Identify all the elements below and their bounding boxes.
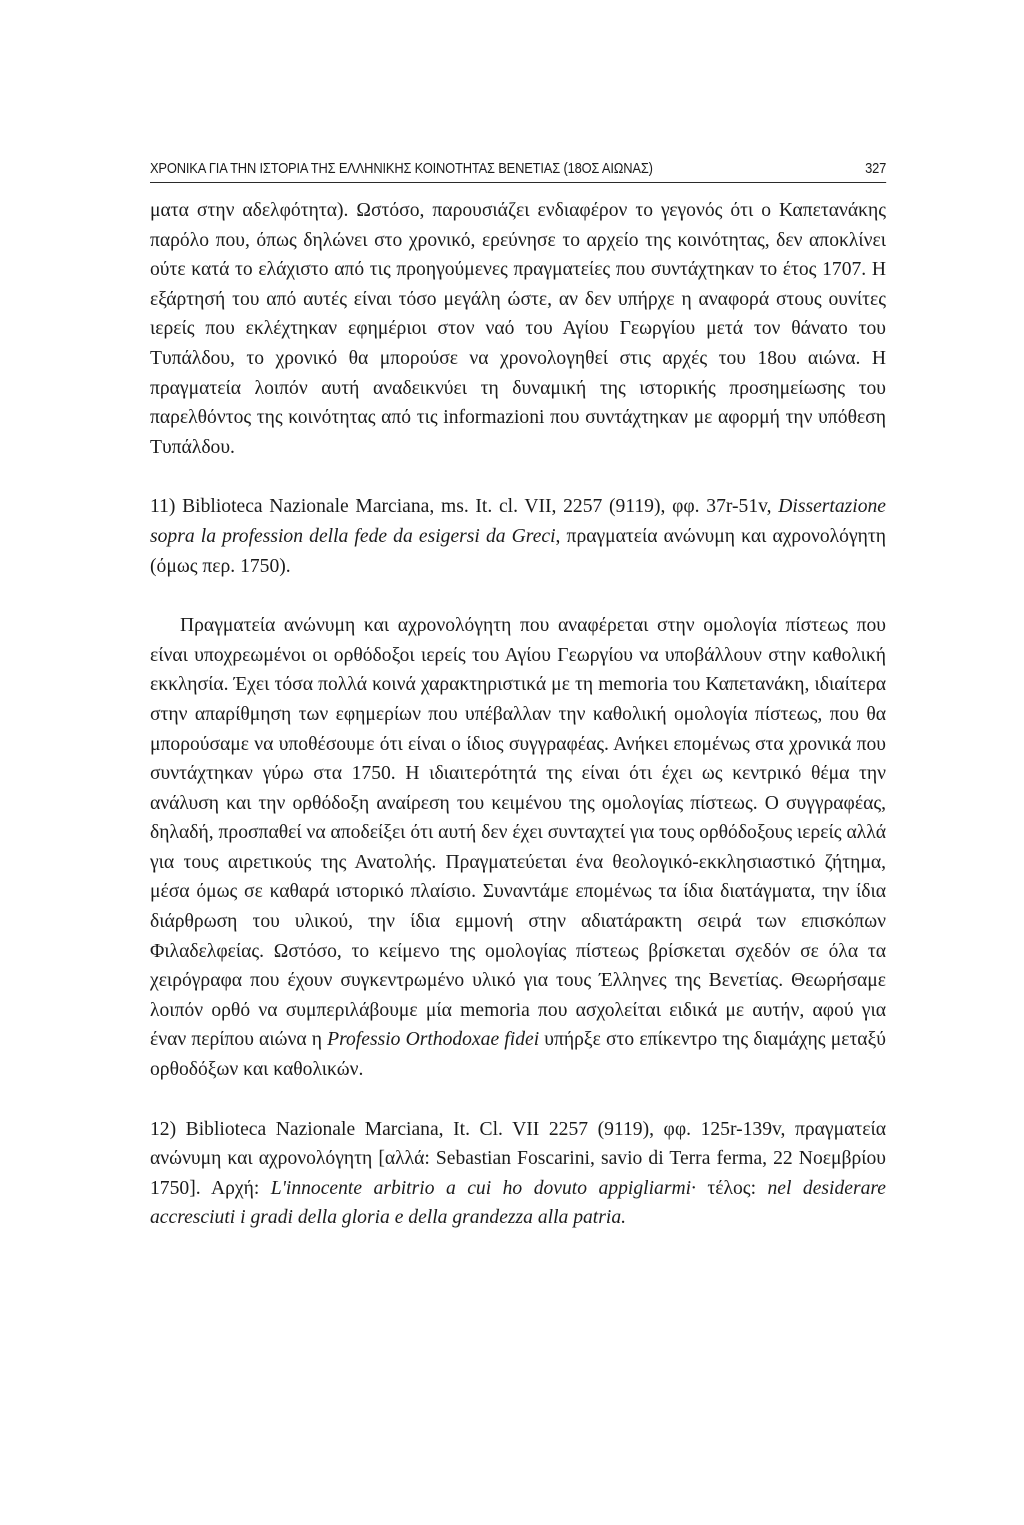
paragraph-1: ματα στην αδελφότητα). Ωστόσο, παρουσιάζει ενδιαφέρον το γεγονός ότι ο Καπετανάκης παρόλο που, όπως δηλώνει στο χρονικό, ερεύνησε το αρχείο της κοινότητας, δεν αποκλίνει ούτε κατά το ελάχιστο από τις προηγούμενες πραγματείες που συντάχτηκαν το έτος 1707. Η εξάρτησή του από αυτές είναι τόσο μεγάλη ώστε, αν δεν υπήρχε η αναφορά στους ουνίτες ιερείς που εκλέχτηκαν εφημέριοι στον ναό του Αγίου Γεωργίου μετά τον θάνατο του Τυπάλδου, το χρονικό θα μπορούσε να χρονολογηθεί στις αρχές του 18ου αιώνα. Η πραγματεία λοιπόν αυτή αναδεικνύει τη δυναμική της ιστορικής προσημείωσης του παρελθόντος της κοινότητας από τις informazioni που συντάχτηκαν με αφορμή την υπόθεση Τυπάλδου. (150, 200, 886, 458)
paragraph-2-italic: Professio Orthodoxae fidei (327, 1029, 540, 1051)
entry-12-mid: τέλος: (695, 1177, 768, 1199)
catalogue-entry-11 (150, 492, 886, 581)
catalogue-entry-12 (150, 1115, 886, 1233)
running-head (150, 160, 886, 183)
entry-11-reference: 11) Biblioteca Nazionale Marciana, ms. It. cl. VII, 2257 (9119), φφ. 37r-51v, (150, 496, 772, 518)
body-text (150, 196, 886, 1233)
entry-12-reference: 12) Biblioteca Nazionale Marciana, It. Cl. VII 2257 (9119), φφ. 125r-139v, πραγματεία ανώνυμη και αχρονολόγητη [αλλά: Sebastian Foscarini, savio di Terra ferma, 22 Νοεμβρίου 1750]. Αρχή: (150, 1118, 886, 1199)
paragraph-2-part-1: Πραγματεία ανώνυμη και αχρονολόγητη που αναφέρεται στην ομολογία πίστεως που είναι υποχρεωμένοι οι ορθόδοξοι ιερείς του Αγίου Γεωργίου να υποβάλλουν στην καθολική εκκλησία. Έχει τόσα πολλά κοινά χαρακτηριστικά με τη memoria του Καπετανάκη, ιδιαίτερα στην απαρίθμηση των εφημερίων που υπέβαλλαν την καθολική ομολογία πίστεως, που θα μπορούσαμε να υποθέσουμε ότι είναι ο ίδιος συγγραφέας. Ανήκει επομένως στα χρονικά που συντάχτηκαν γύρω στα 1750. Η ιδιαιτερότητά της είναι ότι έχει ως κεντρικό θέμα την ανάλυση και την ορθόδοξη αναίρεση του κειμένου της ομολογίας πίστεως. Ο συγγραφέας, δηλαδή, προσπαθεί να αποδείξει ότι αυτή δεν έχει συνταχτεί για τους ορθόδοξους ιερείς αλλά για τους αιρετικούς της Ανατολής. Πραγματεύεται ένα θεολογικό-εκκλησιαστικό ζήτημα, μέσα όμως σε καθαρά ιστορικό πλαίσιο. Συναντάμε επομένως τα ίδια διατάγματα, την ίδια διάρθρωση του υλικού, την ίδια εμμονή στην αδιατάρακτη σειρά των επισκόπων Φιλαδελφείας. Ωστόσο, το κείμενο της ομολογίας πίστεως βρίσκεται σχεδόν σε όλα τα χειρόγραφα που έχουν συγκεντρωμένο υλικό για τους Έλληνες της Βενετίας. Θεωρήσαμε λοιπόν ορθό να συμπεριλάβουμε μία memoria που ασχολείται ειδικά με αυτήν, αφού για έναν περίπου αιώνα η (150, 615, 886, 1051)
entry-12-explicit: nel desiderare accresciuti i gradi della gloria e della grandezza alla patria. (150, 1177, 886, 1229)
entry-11-title: Dissertazione sopra la profession della fede da esigersi da Greci (150, 496, 886, 547)
paragraph-2-part-2: υπήρξε στο επίκεντρο της διαμάχης μεταξύ ορθοδόξων και καθολικών. (150, 1029, 887, 1081)
entry-12-incipit: L'innocente arbitrio a cui ho dovuto appigliarmi· (270, 1177, 696, 1199)
entry-11-description: , πραγματεία ανώνυμη και αχρονολόγητη (όμως περ. 1750). (150, 525, 886, 577)
page-number: 327 (865, 160, 887, 177)
paragraph-2 (150, 611, 886, 1085)
running-head-title: ΧΡΟΝΙΚΑ ΓΙΑ ΤΗΝ ΙΣΤΟΡΙΑ ΤΗΣ ΕΛΛΗΝΙΚΗΣ ΚΟΙΝΟΤΗΤΑΣ ΒΕΝΕΤΙΑΣ (18ΟΣ ΑΙΩΝΑΣ) (150, 160, 653, 177)
